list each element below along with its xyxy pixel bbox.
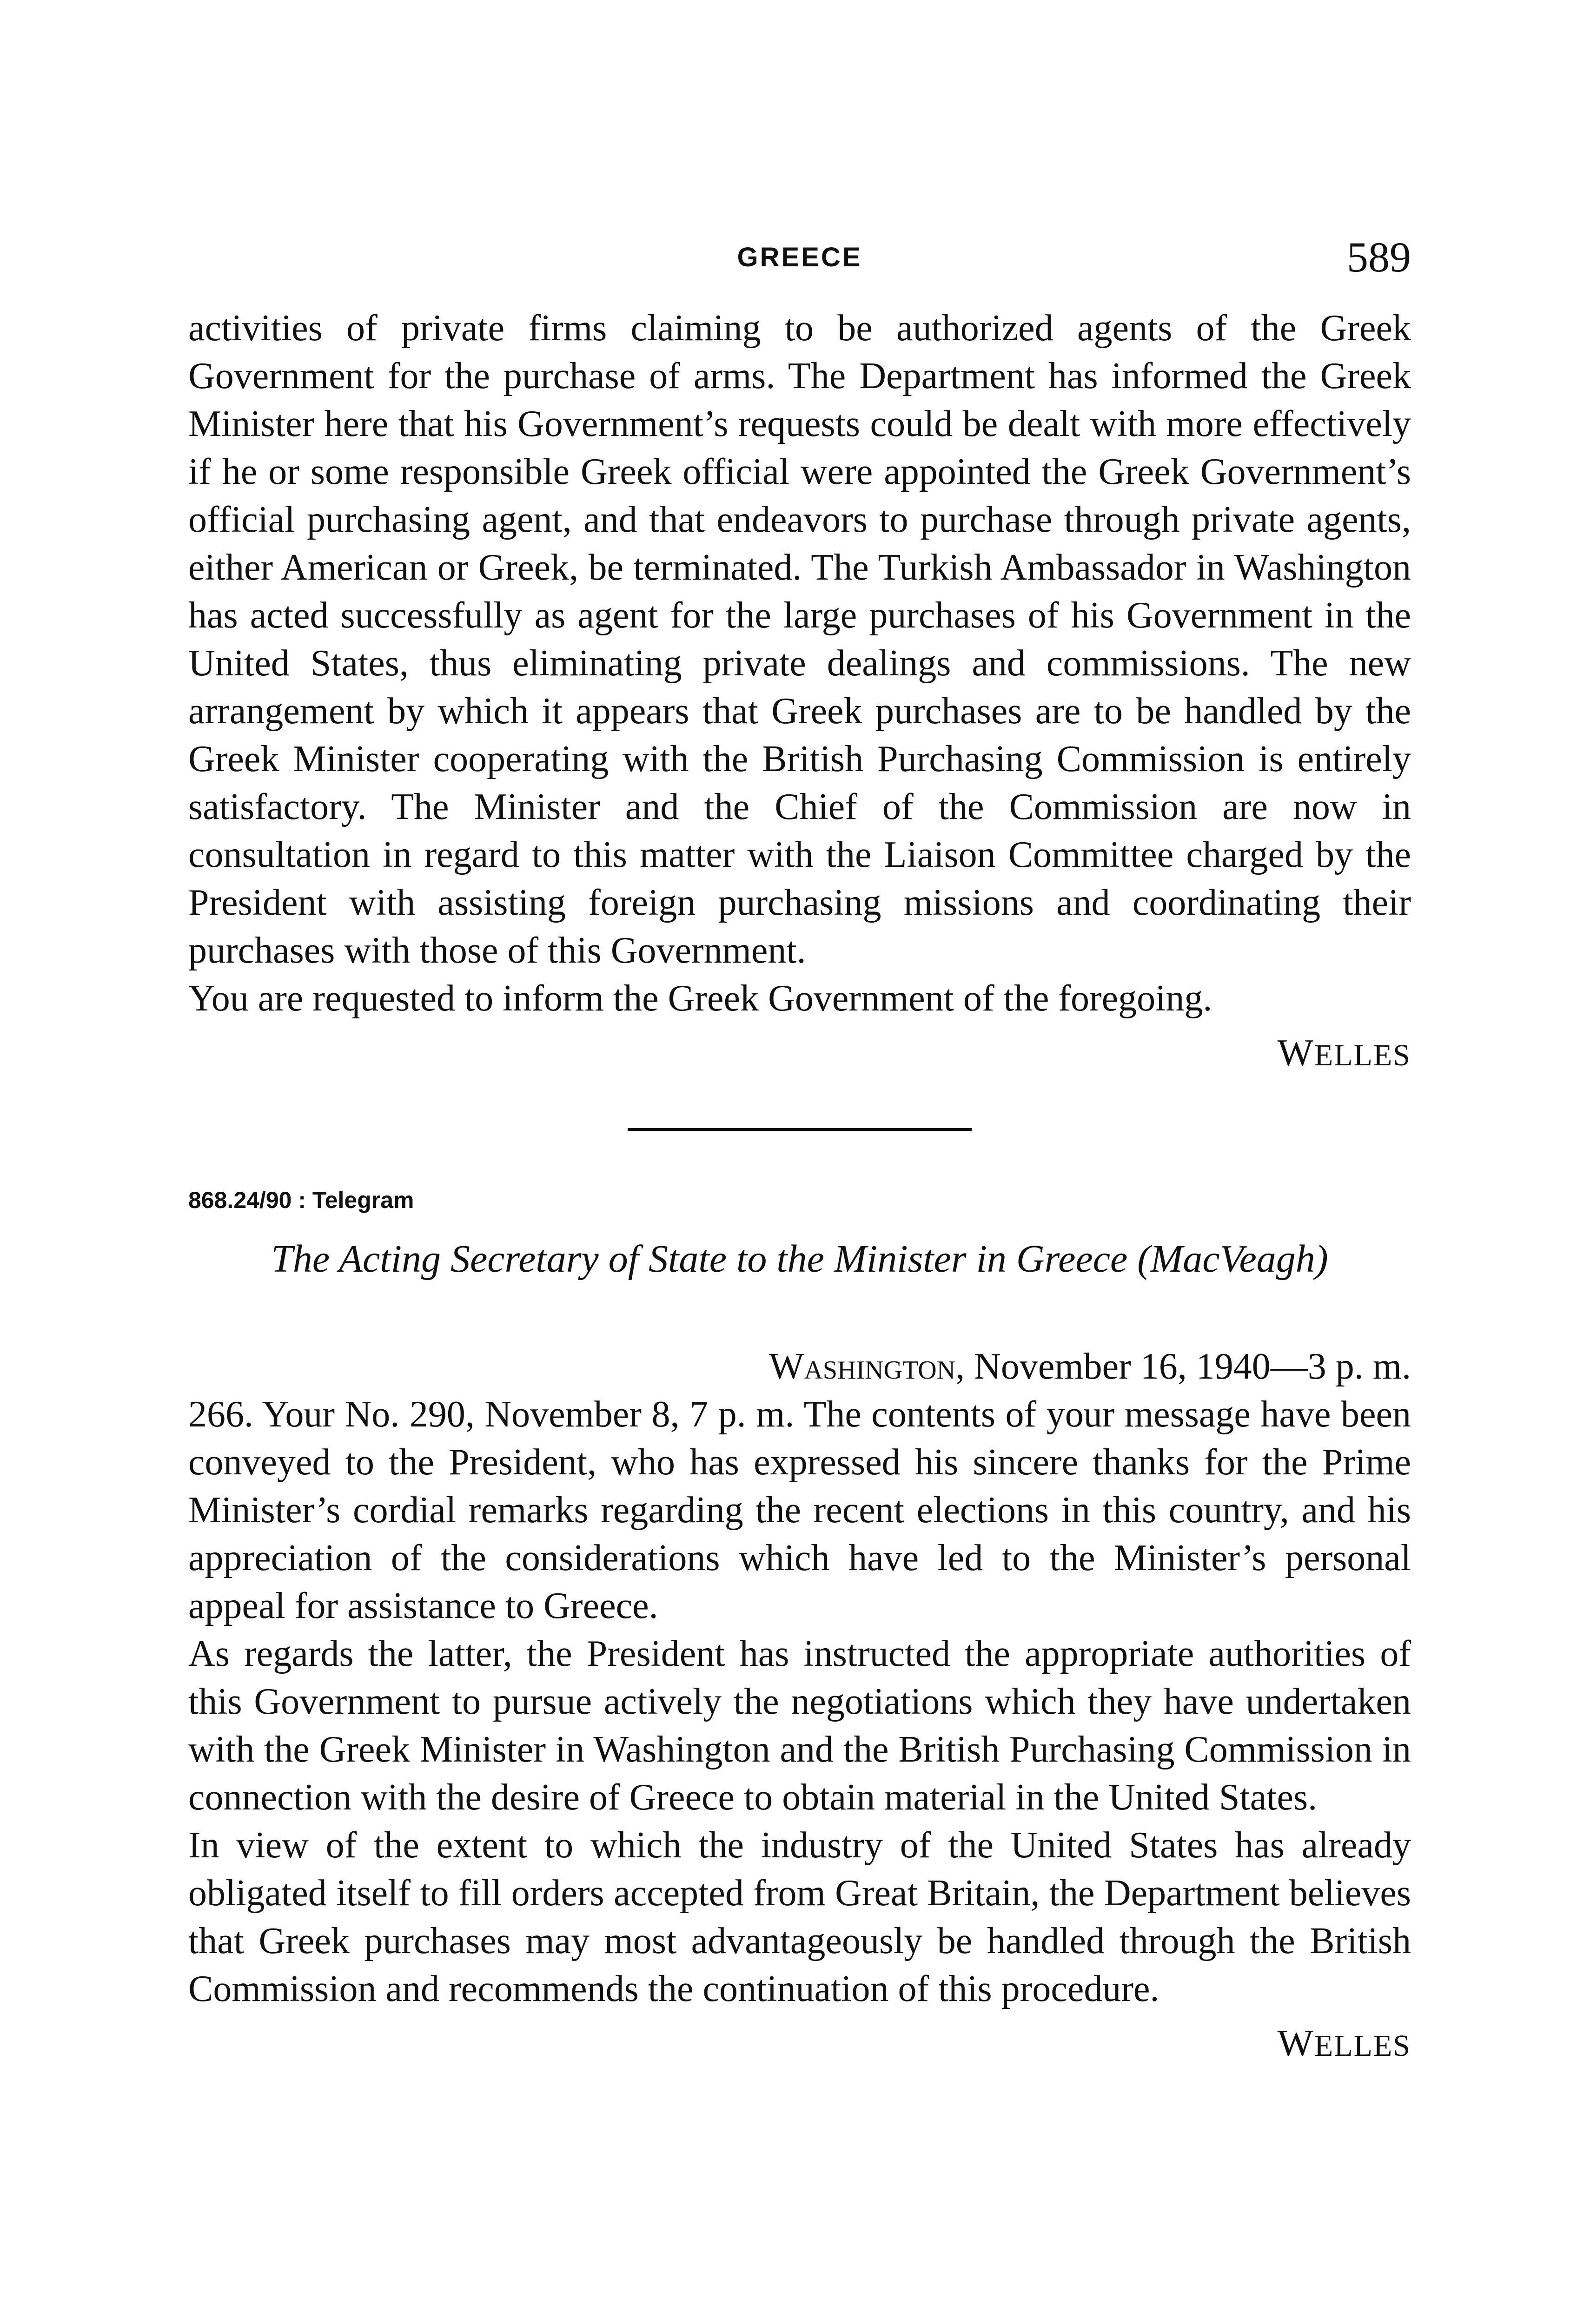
file-reference: 868.24/90 : Telegram xyxy=(188,1187,414,1213)
telegram-paragraph-2: As regards the latter, the President has instructed the appropriate authorities of this Government to pursue actively the negotiations which they have undertaken with the Greek Minister in Washington and the British Purchasing Commission in connection with the desire of Greece to obtain material in the United States. xyxy=(188,1633,1411,1818)
signature-initial: W xyxy=(1277,2022,1315,2064)
section-divider xyxy=(628,1128,972,1131)
continuation-paragraph: activities of private firms claiming to be authorized agents of the Greek Government for the purchase of arms. The Department has informed the Greek Minister here that his Government’s requests could be dealt with more effectively if he or some responsible Greek official were appointed the Greek Government’s official purchasing agent, and that endeavors to purchase through private agents, either American or Greek, be terminated. The Turkish Ambassador in Washington has acted successfully as agent for the large purchases of his Government in the United States, thus eliminating private dealings and commissions. The new arrangement by which it appears that Greek purchases are to be handled by the Greek Minister cooperating with the British Purchasing Commission is entirely satisfactory. The Minister and the Chief of the Commission are now in consultation in regard to this matter with the Liaison Committee charged by the President with assisting foreign purchasing missions and coordinating their purchases with those of this Government. xyxy=(188,308,1411,971)
signature-rest: ELLES xyxy=(1314,1038,1411,1072)
telegram-paragraph-3: In view of the extent to which the industry of the United States has already obligated itself to fill orders accepted from Great Britain, the Department believes that Greek purchases may most advantageously be handled through the British Commission and recommends the continuation of this procedure. xyxy=(188,1825,1411,2009)
dateline xyxy=(188,1343,1411,1391)
signature-initial: W xyxy=(1277,1031,1315,1074)
page-body xyxy=(188,304,1411,2065)
dateline-place: Washington xyxy=(768,1346,956,1387)
page-header xyxy=(188,232,1411,279)
page-number: 589 xyxy=(1347,233,1411,281)
telegram-paragraph-1: 266. Your No. 290, November 8, 7 p. m. The contents of your message have been conveyed to the President, who has expressed his sincere thanks for the Prime Minister’s cordial remarks regarding the recent elections in this country, and his appreciation of the considerations which have led to the Minister’s personal appeal for assistance to Greece. xyxy=(188,1394,1411,1626)
signature-welles-2 xyxy=(188,2021,1411,2065)
request-paragraph: You are requested to inform the Greek Government of the foregoing. xyxy=(188,978,1212,1019)
document-title: The Acting Secretary of State to the Minister in Greece (MacVeagh) xyxy=(271,1237,1328,1281)
running-head: GREECE xyxy=(737,242,862,272)
dateline-time: , November 16, 1940—3 p. m. xyxy=(955,1346,1411,1387)
signature-rest: ELLES xyxy=(1314,2029,1411,2063)
signature-welles-1 xyxy=(188,1031,1411,1075)
